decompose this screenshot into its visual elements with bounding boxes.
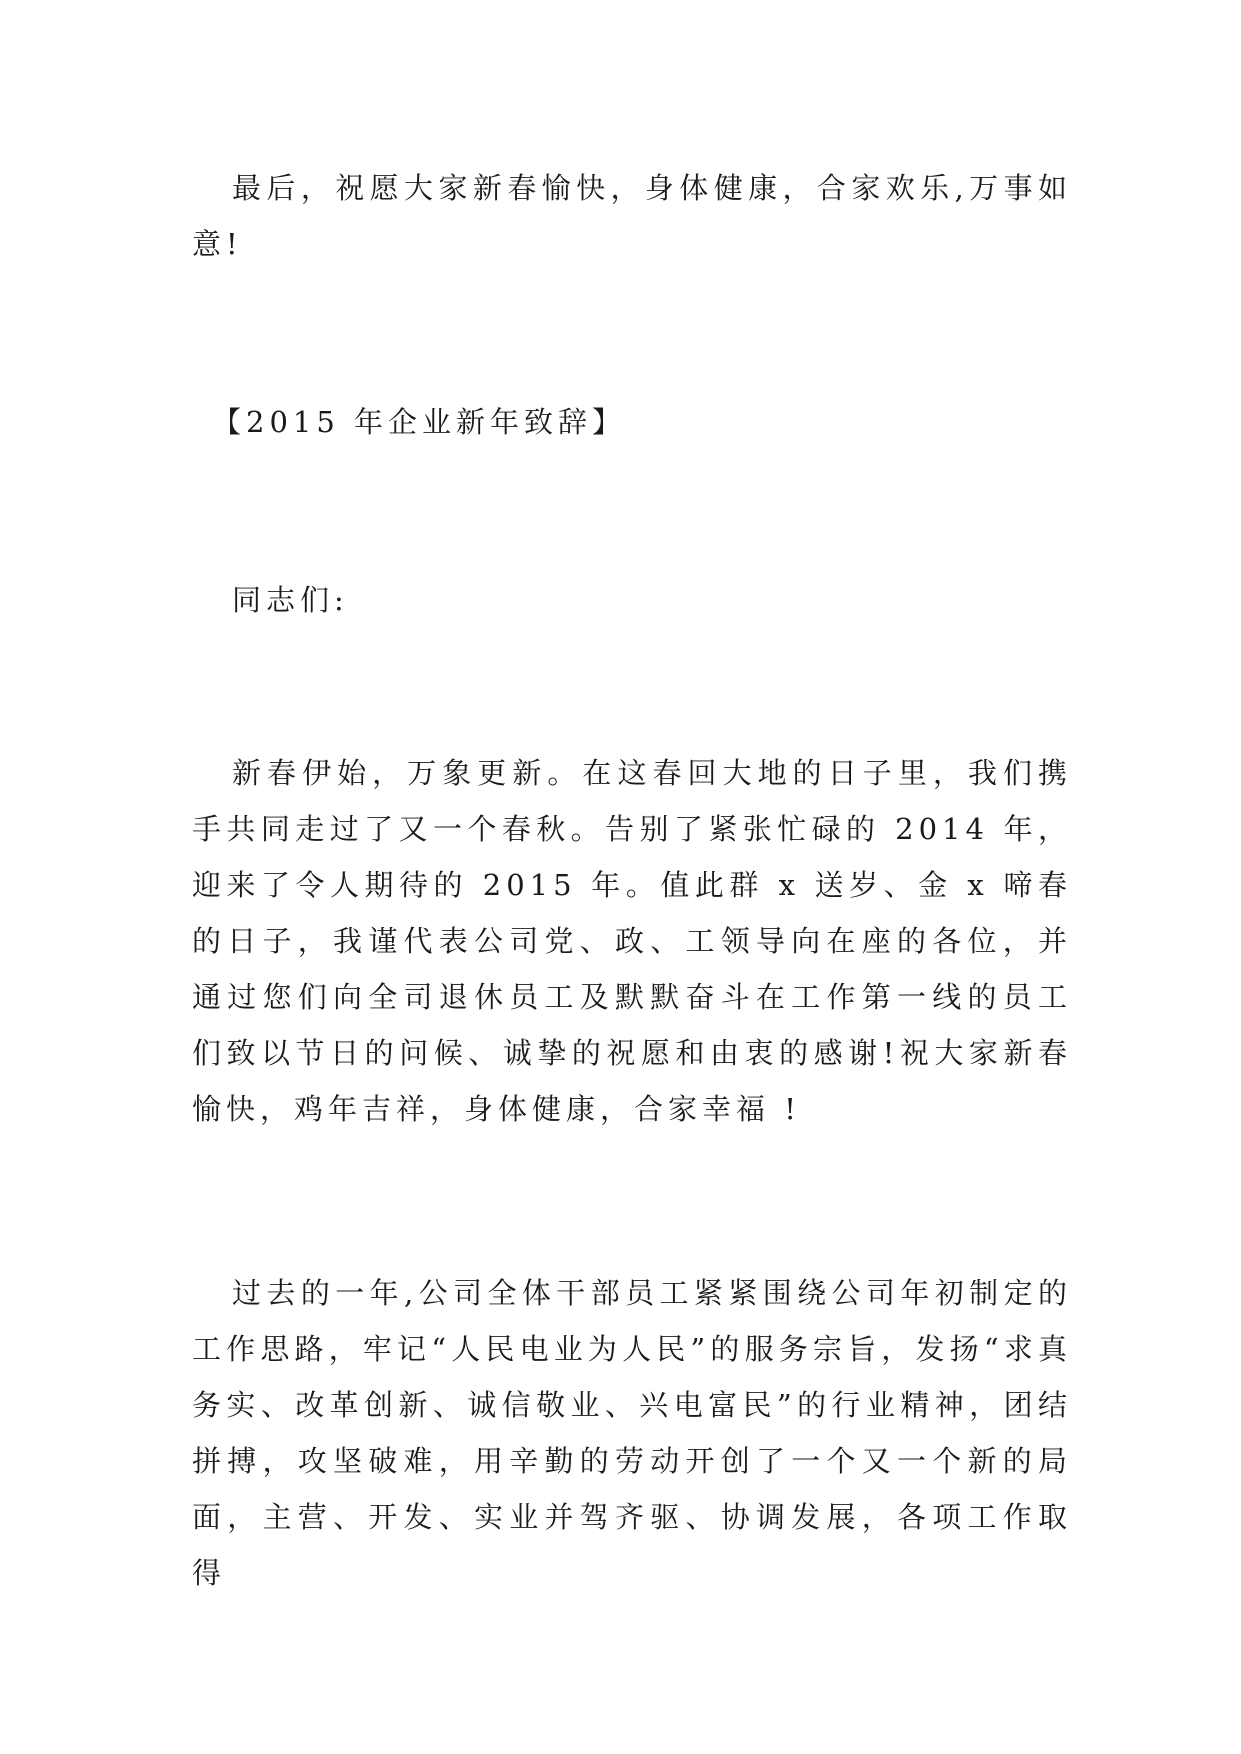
review-paragraph: 过去的一年,公司全体干部员工紧紧围绕公司年初制定的工作思路，牢记“人民电业为人民”的服务宗旨，发扬“求真务实、改革创新、诚信敬业、兴电富民”的行业精神，团结拼搏，攻坚破难，用辛勤的劳动开创了一个又一个新的局面，主营、开发、实业并驾齐驱、协调发展，各项工作取得 xyxy=(192,1276,1072,1590)
closing-wish-paragraph: 最后，祝愿大家新春愉快，身体健康，合家欢乐,万事如意! xyxy=(192,171,1072,261)
intro-paragraph: 新春伊始，万象更新。在这春回大地的日子里，我们携手共同走过了又一个春秋。告别了紧张忙碌的 2014 年，迎来了令人期待的 2015 年。值此群 x 送岁、金 x 啼春的日子，我谨代表公司党、政、工领导向在座的各位，并通过您们向全司退休员工及默默奋斗在工作第一线的员工们致以节日的问候、诚挚的祝愿和由衷的感谢!祝大家新春愉快，鸡年吉祥，身体健康，合家幸福 ! xyxy=(192,756,1072,1126)
salutation: 同志们: xyxy=(232,583,349,617)
section-title: 【2015 年企业新年致辞】 xyxy=(212,405,627,439)
